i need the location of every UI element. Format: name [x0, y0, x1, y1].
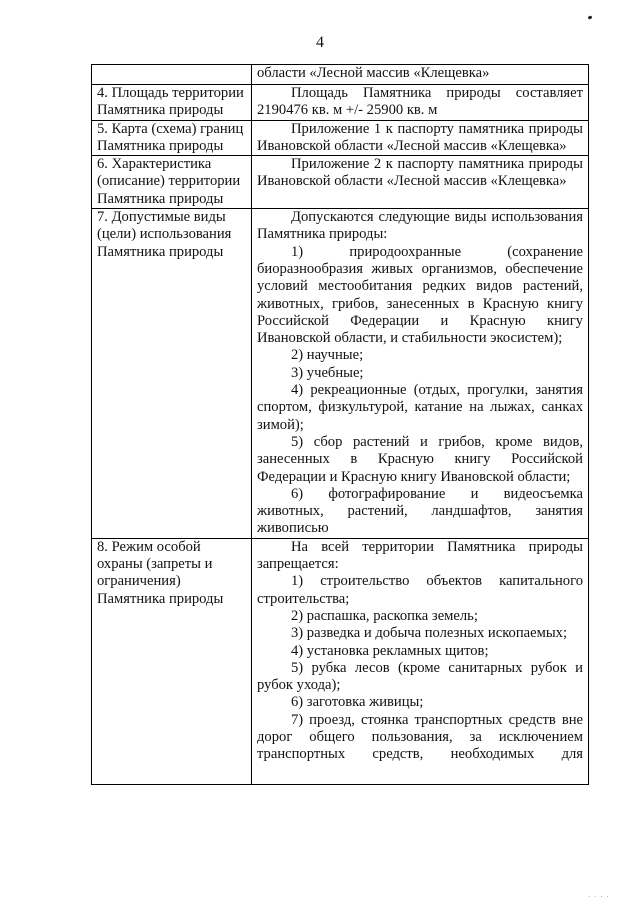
row-label [92, 120, 252, 156]
row-value [252, 65, 589, 85]
value-line: На всей территории Памятника природы запрещается: [257, 538, 583, 573]
value-line: 6) заготовка живицы; [291, 694, 424, 711]
value-line: 6) фотографирование и видеосъемка животных, растений, ландшафтов, занятия живописью [257, 485, 583, 537]
row-value [252, 120, 589, 156]
value-line: 1) строительство объектов капитального строительства; [257, 573, 583, 607]
value-line: Приложение 1 к паспорту памятника природы Ивановской области «Лесной массив «Клещевка» [257, 120, 583, 154]
row-label-text: 6. Характеристика (описание) территории Памятника природы [97, 156, 241, 207]
row-label-text: 8. Режим особой охраны (запреты и ограничения) Памятника природы [97, 538, 224, 607]
value-line: 2) научные; [291, 347, 364, 364]
value-line: Допускаются следующие виды использования Памятника природы: [257, 209, 583, 243]
value-line: 4) рекреационные (отдых, прогулки, занятия спортом, физкультурой, катание на лыжах, санках зимой); [257, 382, 583, 433]
scan-speck [588, 15, 593, 19]
value-line: 1) природоохранные (сохранение биоразнообразия живых организмов, обеспечение условий местообитания редких видов растений, животных, грибов, занесенных в Красную книгу Российской Федерации и Красную книгу Ивановской области, и стабильности экосистем); [257, 243, 583, 347]
row-value [252, 156, 589, 209]
row-label-text: 4. Площадь территории Памятника природы [97, 85, 244, 119]
value-line: Площадь Памятника природы составляет 2190476 кв. м +/- 25900 кв. м [257, 85, 583, 119]
table-row [92, 538, 589, 784]
row-label [92, 156, 252, 209]
table-row [92, 209, 589, 539]
passport-table [91, 64, 589, 785]
row-label [92, 65, 252, 85]
row-label [92, 85, 252, 121]
value-line: 4) установка рекламных щитов; [291, 642, 489, 659]
value-line: 5) рубка лесов (кроме санитарных рубок и рубок ухода); [257, 659, 583, 694]
row-value [252, 538, 589, 784]
value-line: 3) учебные; [291, 364, 364, 381]
scan-marks: · · · · [588, 893, 610, 901]
row-value-clip [257, 539, 583, 764]
value-line: 2) распашка, раскопка земель; [291, 607, 478, 624]
row-value [252, 85, 589, 121]
row-value [252, 209, 589, 539]
value-line: Приложение 2 к паспорту памятника природы Ивановской области «Лесной массив «Клещевка» [257, 156, 583, 190]
row-label-text: 7. Допустимые виды (цели) использования Памятника природы [97, 209, 232, 260]
value-line: области «Лесной массив «Клещевка» [257, 65, 490, 81]
row-label [92, 209, 252, 539]
row-label-text: 5. Карта (схема) границ Памятника природы [97, 120, 244, 154]
page-number: 4 [316, 34, 324, 51]
table-row [92, 65, 589, 85]
table-row [92, 85, 589, 121]
value-line: 5) сбор растений и грибов, кроме видов, занесенных в Красную книгу Российской Федерации и Красную книгу Ивановской области; [257, 433, 583, 485]
table-row [92, 120, 589, 156]
value-line: 3) разведка и добыча полезных ископаемых; [291, 625, 567, 642]
value-line: 7) проезд, стоянка транспортных средств вне дорог общего пользования, за исключением транспортных средств, необходимых для [257, 711, 583, 763]
table-row [92, 156, 589, 209]
row-label [92, 538, 252, 784]
